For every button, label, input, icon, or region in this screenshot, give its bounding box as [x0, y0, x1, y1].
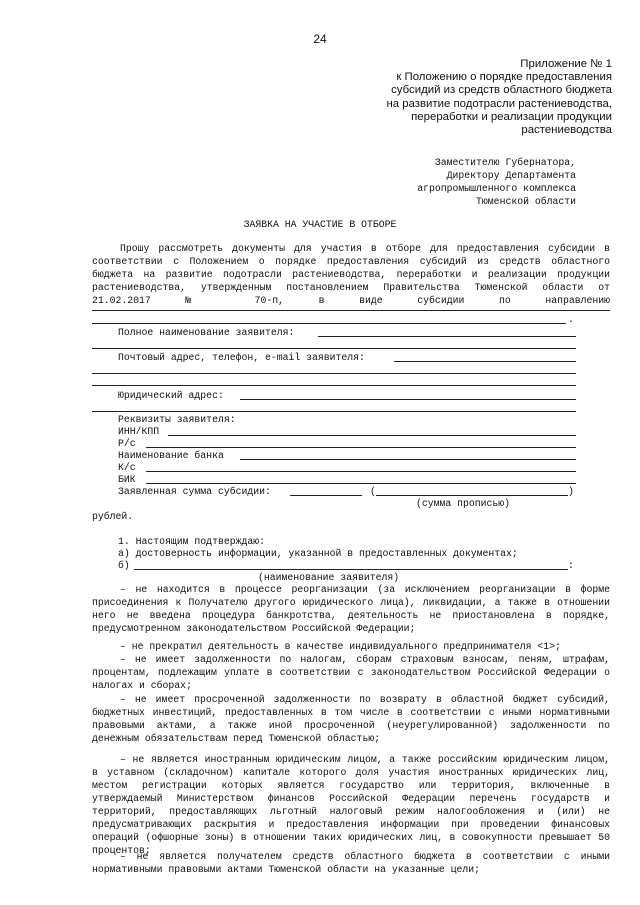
appendix-line: на развитие подотрасли растениеводства,: [386, 97, 612, 110]
rs-label: Р/с: [118, 438, 136, 449]
sum-words-hint: (сумма прописью): [416, 498, 511, 509]
confirm-item-b-prefix: б): [118, 560, 130, 571]
inn-kpp-field[interactable]: [168, 435, 576, 436]
appendix-header: [312, 58, 612, 137]
full-name-field[interactable]: [92, 348, 576, 349]
legal-address-label: Юридический адрес:: [118, 390, 224, 401]
confirm-clause: [92, 583, 610, 635]
confirm-item-a: а) достоверность информации, указанной в предоставленных документах;: [118, 548, 518, 559]
addressee-line: Тюменской области: [476, 196, 576, 207]
confirm-clause: [92, 693, 610, 745]
intro-text: Прошу рассмотреть документы для участия в отборе для предоставления субсидии в соответствии с Положением о порядке предоставления субсидий из средств областного бюджета на развитие подотрасли растениеводства, переработки и реализации продукции растениеводства, утвержденным постановлением Правительства Тюменской области от 21.02.2017 № 70-п, в виде субсидии по направлению: [92, 243, 610, 306]
bank-name-field[interactable]: [240, 459, 576, 460]
clause-text: – не имеет просроченной задолженности по возврату в областной бюджет субсидий, бюджетных инвестиций, предоставленных в том числе в соответствии с иными нормативными правовыми актами, а также иной просроченной (неурегулированной) задолженности по денежным обязательствам перед Тюменской областью;: [92, 694, 610, 744]
open-paren: (: [370, 486, 376, 497]
legal-address-field[interactable]: [240, 399, 576, 400]
bik-field[interactable]: [146, 483, 576, 484]
full-name-label: Полное наименование заявителя:: [118, 327, 295, 338]
confirm-clause: [92, 850, 610, 876]
clause-text: – не является иностранным юридическим лицом, а также российским юридическим лицом, в уставном (складочном) капитале которого доля участия иностранных юридических лиц, местом регистрации которых является государство или территория, включенные в утверждаемый Министерством финансов Российской Федерации перечень государств и территорий, предоставляющих льготный налоговый режим налогообложения и (или) не предусматривающих раскрытия и предоставления информации при проведении финансовых операций (офшорные зоны) в отношении таких юридических лиц, в совокупности превышает 50 процентов;: [92, 754, 610, 856]
addressee-block: [336, 156, 576, 208]
subsidy-sum-field[interactable]: [290, 495, 362, 496]
postal-field[interactable]: [92, 373, 576, 374]
bik-label: БИК: [118, 474, 136, 485]
requisites-label: Реквизиты заявителя:: [118, 414, 236, 425]
appendix-line: к Положению о порядке предоставления: [396, 71, 612, 84]
confirm-clause: [92, 640, 610, 653]
document-title: ЗАЯВКА НА УЧАСТИЕ В ОТБОРЕ: [243, 219, 397, 230]
rs-field[interactable]: [146, 447, 576, 448]
ks-field[interactable]: [146, 471, 576, 472]
confirm-clause: [92, 653, 610, 692]
close-paren: ): [568, 486, 574, 497]
clause-text: – не имеет задолженности по налогам, сборам страховым взносам, пеням, штрафам, процентам, подлежащим уплате в соответствии с законодательством Российской Федерации о налогах и сборах;: [92, 654, 610, 691]
appendix-line: субсидий из средств областного бюджета: [391, 84, 612, 97]
applicant-name-hint: (наименование заявителя): [258, 572, 400, 583]
legal-address-field[interactable]: [92, 411, 576, 412]
confirm-item-b-suffix: :: [568, 560, 574, 571]
subsidy-sum-words-field[interactable]: [376, 495, 568, 496]
appendix-line: переработки и реализации продукции: [411, 110, 612, 123]
full-name-field[interactable]: [318, 336, 576, 337]
rubles-label: рублей.: [92, 511, 134, 522]
page-number: 24: [313, 32, 327, 46]
direction-line[interactable]: [92, 323, 566, 324]
ks-label: К/с: [118, 462, 136, 473]
appendix-line: растениеводства: [521, 124, 612, 137]
appendix-title: Приложение № 1: [520, 58, 612, 70]
postal-field[interactable]: [394, 361, 576, 362]
addressee-line: агропромышленного комплекса: [417, 183, 576, 194]
intro-paragraph: [92, 242, 610, 307]
direction-line[interactable]: [92, 310, 610, 311]
bank-name-label: Наименование банка: [118, 450, 224, 461]
postal-field[interactable]: [92, 385, 576, 386]
applicant-name-field[interactable]: [134, 569, 568, 570]
clause-text: – не является получателем средств областного бюджета в соответствии с иными нормативными правовыми актами Тюменской области на указанные цели;: [92, 851, 610, 875]
confirm-intro: 1. Настоящим подтверждаю:: [118, 536, 265, 547]
subsidy-sum-label: Заявленная сумма субсидии:: [118, 486, 271, 497]
clause-text: – не прекратил деятельность в качестве индивидуального предпринимателя <1>;: [120, 641, 561, 652]
inn-kpp-label: ИНН/КПП: [118, 426, 160, 437]
confirm-clause: [92, 753, 610, 857]
direction-end: .: [568, 314, 574, 325]
addressee-line: Директору Департамента: [446, 170, 576, 181]
postal-label: Почтовый адрес, телефон, e-mail заявителя:: [118, 352, 365, 363]
addressee-line: Заместителю Губернатора,: [434, 157, 576, 168]
clause-text: – не находится в процессе реорганизации (за исключением реорганизации в форме присоединения к Получателю другого юридического лица), ликвидации, а также в отношении него не введена процедура банкротства, деятельность не приостановлена в порядке, предусмотренном законодательством Российской Федерации;: [92, 584, 610, 634]
